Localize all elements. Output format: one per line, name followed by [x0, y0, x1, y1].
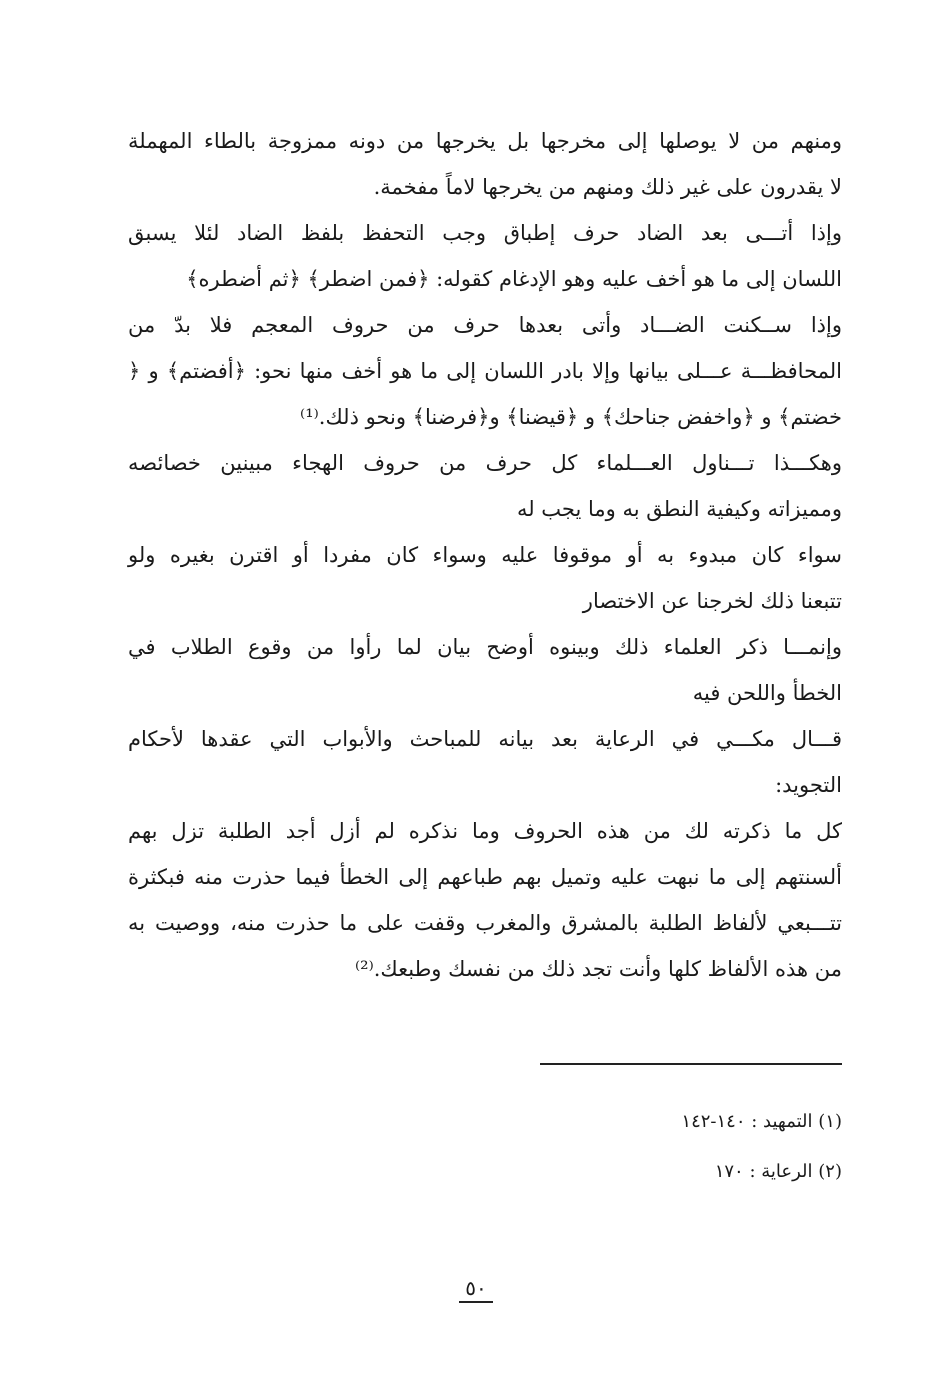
text-line: قـــال مكـــي في الرعاية بعد بيانه للمباحث والأبواب التي عقدها لأحكام	[128, 727, 842, 751]
main-text	[128, 118, 842, 992]
text-line: اللسان إلى ما هو أخف عليه وهو الإدغام كقوله: ﴿فمن اضطر﴾ ﴿ثم أضطره﴾	[186, 267, 842, 291]
text-line: كل ما ذكرته لك من هذه الحروف وما نذكره لم أزل أجد الطلبة تزل بهم	[128, 819, 842, 843]
text-line: سواء كان مبدوء به أو موقوفا عليه وسواء كان مفردا أو اقترن بغيره ولو	[128, 543, 842, 567]
text-line: وإنمـــا ذكر العلماء ذلك وبينوه أوضح بيان لما رأوا من وقوع الطلاب في	[128, 635, 842, 659]
text-line: ومميزاته وكيفية النطق به وما يجب له	[516, 497, 842, 521]
paragraph-5	[128, 532, 842, 624]
text-line: وإذا ســكنت الضـــاد وأتى بعدها حرف من حروف المعجم فلا بدّ من	[128, 313, 842, 337]
text-line: تتبعنا ذلك لخرجنا عن الاختصار	[582, 589, 842, 613]
text-line: وإذا أتـــى بعد الضاد حرف إطباق وجب التحفظ بلفظ الضاد لئلا يسبق	[128, 221, 842, 245]
footnote-2: (٢) الرعاية : ١٧٠	[714, 1161, 842, 1182]
text-line: التجويد:	[775, 773, 842, 797]
footnotes	[681, 1097, 842, 1197]
paragraph-8	[128, 808, 842, 992]
text-line: ومنهم من لا يوصلها إلى مخرجها بل يخرجها من دونه ممزوجة بالطاء المهملة	[128, 129, 842, 153]
text-line: ألسنتهم إلى ما نبهت عليه وتميل بهم طباعهم إلى الخطأ فيما حذرت منه فبكثرة	[128, 865, 842, 889]
paragraph-6	[128, 624, 842, 716]
paragraph-4	[128, 440, 842, 532]
paragraph-1	[128, 118, 842, 210]
text-line: وهكـــذا تـــناول العـــلماء كل حرف من حروف الهجاء مبينين خصائصه	[128, 451, 842, 475]
text-line: الخطأ واللحن فيه	[692, 681, 842, 705]
text-line: تتـــبعي لألفاظ الطلبة بالمشرق والمغرب وقفت على ما حذرت منه، ووصيت به	[128, 911, 842, 935]
footnote-1: (١) التمهيد : ١٤٠-١٤٢	[681, 1111, 842, 1132]
paragraph-3	[128, 302, 842, 440]
page-number-label: ٥٠	[459, 1277, 492, 1303]
text-line: المحافظـــة عـــلى بيانها وإلا بادر اللسان إلى ما هو أخف منها نحو: ﴿أفضتم﴾ و ﴿	[128, 359, 842, 383]
page-number	[0, 1276, 952, 1303]
footnote-separator	[540, 1063, 842, 1065]
paragraph-2	[128, 210, 842, 302]
text-line: خضتم﴾ و ﴿واخفض جناحك﴾ و ﴿قيضنا﴾ و﴿فرضنا﴾ ونحو ذلك.⁽¹⁾	[300, 405, 842, 429]
paragraph-7	[128, 716, 842, 808]
text-line: من هذه الألفاظ كلها وأنت تجد ذلك من نفسك وطبعك.⁽²⁾	[355, 957, 842, 981]
text-line: لا يقدرون على غير ذلك ومنهم من يخرجها لاماً مفخمة.	[373, 175, 842, 199]
